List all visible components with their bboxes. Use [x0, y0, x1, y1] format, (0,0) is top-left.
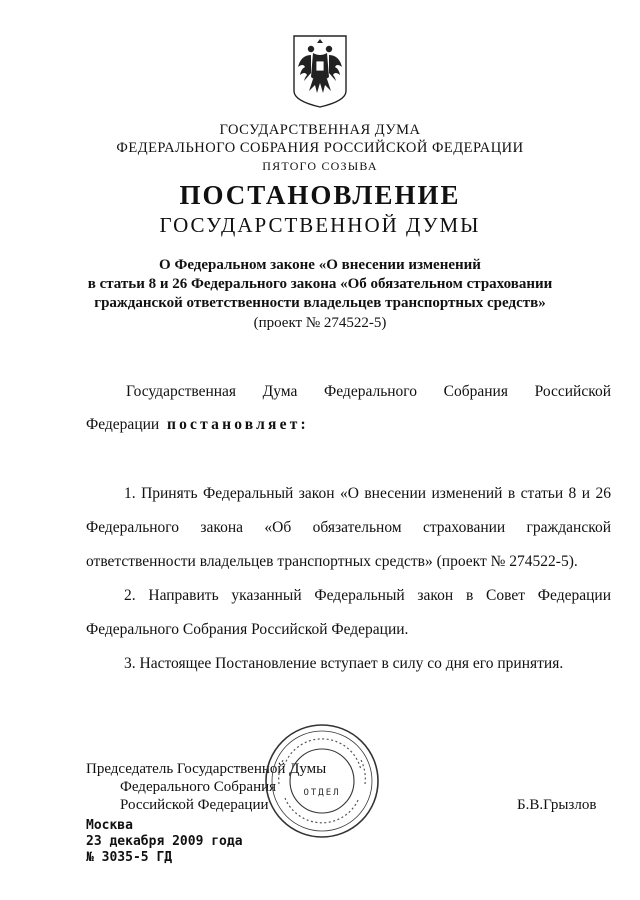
subject-line-1: О Федеральном законе «О внесении изменений	[159, 257, 481, 273]
subject-line-2: в статьи 8 и 26 Федерального закона «Об обязательном страховании	[87, 276, 553, 292]
item-1-line-2: Федерального закона «Об обязательном страховании гражданской	[86, 519, 611, 536]
place-of-signing: Москва	[86, 818, 133, 833]
issuer-line-1: ГОСУДАРСТВЕННАЯ ДУМА	[219, 122, 421, 138]
document-number: № 3035-5 ГД	[86, 850, 173, 865]
document-date: 23 декабря 2009 года	[86, 834, 243, 849]
project-number: (проект № 274522-5)	[253, 315, 387, 331]
signatory-title-1: Председатель Государственной Думы	[86, 761, 327, 777]
signatory-name: Б.В.Грызлов	[517, 797, 597, 813]
item-1-line-1: 1. Принять Федеральный закон «О внесении изменений в статьи 8 и 26	[124, 485, 611, 502]
item-1-line-3: ответственности владельцев транспортных средств» (проект № 274522-5).	[86, 553, 578, 570]
item-2-line-2: Федерального Собрания Российской Федерации.	[86, 621, 409, 638]
resolves-verb: постановляет:	[166, 416, 309, 433]
double-headed-eagle-emblem-icon	[291, 33, 349, 109]
signatory-title-2: Федерального Собрания	[120, 779, 277, 795]
preamble-line-2	[86, 416, 611, 434]
preamble-line-1: Государственная Дума Федерального Собрания Российской	[126, 383, 611, 400]
round-official-stamp-icon	[263, 722, 381, 840]
stamp-center-text: ОТДЕЛ	[303, 788, 341, 798]
issuer-line-2: ФЕДЕРАЛЬНОГО СОБРАНИЯ РОССИЙСКОЙ ФЕДЕРАЦИИ	[116, 140, 524, 156]
document-title: ПОСТАНОВЛЕНИЕ	[179, 180, 461, 210]
subject-line-3: гражданской ответственности владельцев транспортных средств»	[94, 295, 546, 311]
preamble-prefix: Федерации	[86, 416, 160, 433]
item-3: 3. Настоящее Постановление вступает в силу со дня его принятия.	[124, 655, 564, 672]
document-subtitle: ГОСУДАРСТВЕННОЙ ДУМЫ	[159, 213, 481, 237]
signatory-title-3: Российской Федерации	[120, 797, 269, 813]
item-2-line-1: 2. Направить указанный Федеральный закон в Совет Федерации	[124, 587, 611, 604]
convocation-line: ПЯТОГО СОЗЫВА	[262, 159, 378, 173]
